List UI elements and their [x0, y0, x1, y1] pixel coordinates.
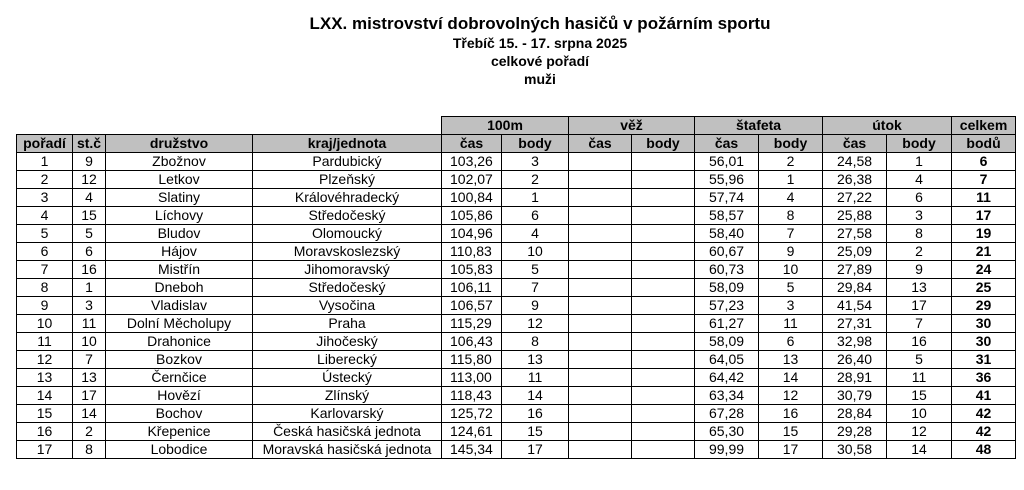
cell-stc: 6	[73, 243, 106, 261]
cell-cas-100m: 125,72	[442, 405, 502, 423]
cell-cas-100m: 102,07	[442, 171, 502, 189]
cell-druzstvo: Letkov	[106, 171, 253, 189]
table-row	[17, 369, 1016, 387]
cell-celkem: 36	[952, 369, 1016, 387]
document-title: LXX. mistrovství dobrovolných hasičů v požárním sportu	[309, 14, 771, 33]
cell-body-utok: 2	[887, 243, 952, 261]
cell-cas-vez	[569, 279, 632, 297]
cell-cas-utok: 29,84	[823, 279, 887, 297]
cell-cas-vez	[569, 261, 632, 279]
document-subtitle: celkové pořadí	[490, 53, 590, 69]
cell-body-stafeta: 13	[759, 351, 823, 369]
cell-cas-100m: 104,96	[442, 225, 502, 243]
cell-cas-utok: 27,31	[823, 315, 887, 333]
cell-druzstvo: Dneboh	[106, 279, 253, 297]
cell-cas-utok: 28,84	[823, 405, 887, 423]
cell-druzstvo: Bludov	[106, 225, 253, 243]
cell-cas-stafeta: 64,05	[695, 351, 759, 369]
cell-kraj: Vysočina	[253, 297, 442, 315]
cell-kraj: Praha	[253, 315, 442, 333]
cell-poradi: 16	[17, 423, 73, 441]
cell-druzstvo: Bozkov	[106, 351, 253, 369]
cell-cas-vez	[569, 423, 632, 441]
cell-cas-100m: 124,61	[442, 423, 502, 441]
cell-druzstvo: Drahonice	[106, 333, 253, 351]
cell-kraj: Moravská hasičská jednota	[253, 441, 442, 459]
cell-cas-vez	[569, 297, 632, 315]
cell-stc: 17	[73, 387, 106, 405]
table-row	[17, 225, 1016, 243]
cell-druzstvo: Mistřín	[106, 261, 253, 279]
cell-cas-utok: 28,91	[823, 369, 887, 387]
cell-celkem: 48	[952, 441, 1016, 459]
cell-body-utok: 9	[887, 261, 952, 279]
cell-poradi: 8	[17, 279, 73, 297]
cell-poradi: 4	[17, 207, 73, 225]
cell-cas-utok: 30,79	[823, 387, 887, 405]
cell-body-utok: 1	[887, 153, 952, 171]
cell-celkem: 24	[952, 261, 1016, 279]
group-header-blank	[17, 117, 442, 135]
cell-kraj: Česká hasičská jednota	[253, 423, 442, 441]
cell-kraj: Středočeský	[253, 279, 442, 297]
group-header-celkem: celkem	[952, 117, 1016, 135]
table-row	[17, 351, 1016, 369]
cell-cas-100m: 106,57	[442, 297, 502, 315]
table-row	[17, 405, 1016, 423]
cell-body-utok: 6	[887, 189, 952, 207]
col-header-druzstvo: družstvo	[106, 135, 253, 153]
cell-body-vez	[632, 189, 695, 207]
cell-celkem: 17	[952, 207, 1016, 225]
cell-celkem: 30	[952, 315, 1016, 333]
cell-poradi: 15	[17, 405, 73, 423]
cell-cas-utok: 25,88	[823, 207, 887, 225]
cell-body-100m: 7	[502, 279, 569, 297]
cell-body-100m: 3	[502, 153, 569, 171]
table-row	[17, 207, 1016, 225]
cell-body-stafeta: 14	[759, 369, 823, 387]
cell-stc: 1	[73, 279, 106, 297]
cell-cas-vez	[569, 333, 632, 351]
table-row	[17, 189, 1016, 207]
cell-cas-stafeta: 58,09	[695, 333, 759, 351]
cell-body-vez	[632, 225, 695, 243]
cell-cas-stafeta: 63,34	[695, 387, 759, 405]
cell-cas-stafeta: 58,09	[695, 279, 759, 297]
cell-cas-vez	[569, 369, 632, 387]
cell-cas-stafeta: 58,40	[695, 225, 759, 243]
cell-cas-100m: 118,43	[442, 387, 502, 405]
cell-body-utok: 17	[887, 297, 952, 315]
cell-stc: 9	[73, 153, 106, 171]
cell-celkem: 29	[952, 297, 1016, 315]
cell-body-100m: 12	[502, 315, 569, 333]
cell-poradi: 12	[17, 351, 73, 369]
cell-kraj: Ústecký	[253, 369, 442, 387]
cell-cas-100m: 110,83	[442, 243, 502, 261]
cell-druzstvo: Lobodice	[106, 441, 253, 459]
cell-cas-utok: 41,54	[823, 297, 887, 315]
cell-poradi: 13	[17, 369, 73, 387]
cell-body-utok: 4	[887, 171, 952, 189]
cell-druzstvo: Líchovy	[106, 207, 253, 225]
cell-poradi: 6	[17, 243, 73, 261]
cell-body-utok: 5	[887, 351, 952, 369]
cell-body-stafeta: 6	[759, 333, 823, 351]
cell-body-stafeta: 5	[759, 279, 823, 297]
cell-kraj: Pardubický	[253, 153, 442, 171]
col-header-body-utok: body	[887, 135, 952, 153]
cell-celkem: 6	[952, 153, 1016, 171]
cell-poradi: 5	[17, 225, 73, 243]
cell-kraj: Plzeňský	[253, 171, 442, 189]
cell-body-stafeta: 3	[759, 297, 823, 315]
cell-cas-utok: 26,40	[823, 351, 887, 369]
cell-body-100m: 4	[502, 225, 569, 243]
cell-cas-utok: 26,38	[823, 171, 887, 189]
cell-stc: 2	[73, 423, 106, 441]
cell-body-vez	[632, 207, 695, 225]
results-table	[16, 116, 1016, 459]
cell-cas-stafeta: 57,23	[695, 297, 759, 315]
cell-poradi: 1	[17, 153, 73, 171]
cell-cas-vez	[569, 189, 632, 207]
cell-kraj: Středočeský	[253, 207, 442, 225]
cell-cas-stafeta: 55,96	[695, 171, 759, 189]
cell-druzstvo: Zbožnov	[106, 153, 253, 171]
cell-cas-100m: 106,43	[442, 333, 502, 351]
table-row	[17, 423, 1016, 441]
cell-celkem: 41	[952, 387, 1016, 405]
cell-body-utok: 8	[887, 225, 952, 243]
cell-body-vez	[632, 315, 695, 333]
cell-druzstvo: Slatiny	[106, 189, 253, 207]
cell-stc: 5	[73, 225, 106, 243]
cell-cas-100m: 115,80	[442, 351, 502, 369]
cell-body-stafeta: 17	[759, 441, 823, 459]
cell-cas-stafeta: 58,57	[695, 207, 759, 225]
cell-body-100m: 11	[502, 369, 569, 387]
cell-stc: 12	[73, 171, 106, 189]
column-header-row	[17, 135, 1016, 153]
cell-druzstvo: Křepenice	[106, 423, 253, 441]
cell-cas-vez	[569, 315, 632, 333]
cell-body-utok: 15	[887, 387, 952, 405]
col-header-kraj: kraj/jednota	[253, 135, 442, 153]
cell-body-vez	[632, 243, 695, 261]
cell-cas-utok: 27,22	[823, 189, 887, 207]
cell-body-vez	[632, 171, 695, 189]
cell-body-stafeta: 16	[759, 405, 823, 423]
cell-body-100m: 6	[502, 207, 569, 225]
cell-body-100m: 8	[502, 333, 569, 351]
cell-druzstvo: Dolní Měcholupy	[106, 315, 253, 333]
cell-stc: 16	[73, 261, 106, 279]
cell-poradi: 3	[17, 189, 73, 207]
cell-body-stafeta: 15	[759, 423, 823, 441]
cell-cas-100m: 103,26	[442, 153, 502, 171]
cell-body-vez	[632, 387, 695, 405]
cell-body-utok: 14	[887, 441, 952, 459]
cell-stc: 15	[73, 207, 106, 225]
cell-body-100m: 1	[502, 189, 569, 207]
group-header-100m: 100m	[442, 117, 569, 135]
table-row	[17, 315, 1016, 333]
table-row	[17, 243, 1016, 261]
cell-cas-stafeta: 56,01	[695, 153, 759, 171]
cell-body-vez	[632, 153, 695, 171]
cell-cas-utok: 24,58	[823, 153, 887, 171]
cell-druzstvo: Vladislav	[106, 297, 253, 315]
cell-stc: 10	[73, 333, 106, 351]
cell-body-vez	[632, 279, 695, 297]
cell-body-stafeta: 12	[759, 387, 823, 405]
cell-druzstvo: Bochov	[106, 405, 253, 423]
table-row	[17, 333, 1016, 351]
cell-cas-utok: 30,58	[823, 441, 887, 459]
cell-body-stafeta: 9	[759, 243, 823, 261]
cell-cas-stafeta: 60,73	[695, 261, 759, 279]
cell-body-stafeta: 2	[759, 153, 823, 171]
cell-celkem: 19	[952, 225, 1016, 243]
cell-body-vez	[632, 351, 695, 369]
cell-cas-vez	[569, 153, 632, 171]
cell-body-vez	[632, 333, 695, 351]
cell-poradi: 10	[17, 315, 73, 333]
cell-kraj: Liberecký	[253, 351, 442, 369]
table-row	[17, 387, 1016, 405]
cell-body-100m: 14	[502, 387, 569, 405]
cell-body-100m: 17	[502, 441, 569, 459]
col-header-poradi: pořadí	[17, 135, 73, 153]
table-row	[17, 261, 1016, 279]
cell-body-vez	[632, 405, 695, 423]
cell-kraj: Královéhradecký	[253, 189, 442, 207]
cell-cas-utok: 25,09	[823, 243, 887, 261]
col-header-cas-100m: čas	[442, 135, 502, 153]
cell-druzstvo: Hájov	[106, 243, 253, 261]
cell-cas-vez	[569, 171, 632, 189]
cell-celkem: 25	[952, 279, 1016, 297]
table-row	[17, 279, 1016, 297]
cell-kraj: Karlovarský	[253, 405, 442, 423]
col-header-cas-utok: čas	[823, 135, 887, 153]
cell-cas-utok: 27,58	[823, 225, 887, 243]
cell-kraj: Zlínský	[253, 387, 442, 405]
cell-body-stafeta: 8	[759, 207, 823, 225]
cell-stc: 13	[73, 369, 106, 387]
cell-kraj: Jihočeský	[253, 333, 442, 351]
group-header-utok: útok	[823, 117, 952, 135]
cell-stc: 3	[73, 297, 106, 315]
cell-body-vez	[632, 441, 695, 459]
cell-body-stafeta: 1	[759, 171, 823, 189]
results-body	[17, 153, 1016, 459]
cell-cas-stafeta: 99,99	[695, 441, 759, 459]
cell-body-utok: 10	[887, 405, 952, 423]
cell-cas-stafeta: 57,74	[695, 189, 759, 207]
cell-poradi: 14	[17, 387, 73, 405]
col-header-stc: st.č	[73, 135, 106, 153]
col-header-body-stafeta: body	[759, 135, 823, 153]
cell-body-100m: 2	[502, 171, 569, 189]
cell-body-stafeta: 10	[759, 261, 823, 279]
cell-poradi: 2	[17, 171, 73, 189]
cell-celkem: 42	[952, 423, 1016, 441]
table-row	[17, 297, 1016, 315]
cell-celkem: 31	[952, 351, 1016, 369]
cell-druzstvo: Černčice	[106, 369, 253, 387]
cell-body-utok: 11	[887, 369, 952, 387]
cell-celkem: 7	[952, 171, 1016, 189]
cell-cas-stafeta: 60,67	[695, 243, 759, 261]
cell-cas-vez	[569, 441, 632, 459]
cell-body-vez	[632, 423, 695, 441]
cell-stc: 11	[73, 315, 106, 333]
cell-kraj: Jihomoravský	[253, 261, 442, 279]
group-header-vez: věž	[569, 117, 695, 135]
cell-cas-100m: 105,86	[442, 207, 502, 225]
cell-body-stafeta: 11	[759, 315, 823, 333]
col-header-cas-stafeta: čas	[695, 135, 759, 153]
cell-body-100m: 10	[502, 243, 569, 261]
group-header-stafeta: štafeta	[695, 117, 823, 135]
cell-body-100m: 9	[502, 297, 569, 315]
cell-stc: 7	[73, 351, 106, 369]
cell-body-vez	[632, 297, 695, 315]
group-header-row	[17, 117, 1016, 135]
cell-poradi: 7	[17, 261, 73, 279]
cell-druzstvo: Hovězí	[106, 387, 253, 405]
cell-stc: 14	[73, 405, 106, 423]
cell-cas-vez	[569, 225, 632, 243]
cell-kraj: Moravskoslezský	[253, 243, 442, 261]
cell-body-vez	[632, 369, 695, 387]
place-date: Třebíč 15. - 17. srpna 2025	[452, 35, 628, 51]
cell-cas-100m: 113,00	[442, 369, 502, 387]
document-header	[0, 14, 1024, 88]
col-header-cas-vez: čas	[569, 135, 632, 153]
cell-cas-vez	[569, 405, 632, 423]
cell-celkem: 21	[952, 243, 1016, 261]
cell-body-stafeta: 7	[759, 225, 823, 243]
cell-body-utok: 16	[887, 333, 952, 351]
cell-cas-utok: 29,28	[823, 423, 887, 441]
cell-body-utok: 12	[887, 423, 952, 441]
cell-poradi: 9	[17, 297, 73, 315]
cell-cas-stafeta: 61,27	[695, 315, 759, 333]
col-header-bodu: bodů	[952, 135, 1016, 153]
cell-stc: 8	[73, 441, 106, 459]
cell-body-utok: 13	[887, 279, 952, 297]
col-header-body-vez: body	[632, 135, 695, 153]
table-row	[17, 153, 1016, 171]
cell-celkem: 11	[952, 189, 1016, 207]
cell-cas-100m: 105,83	[442, 261, 502, 279]
cell-body-100m: 13	[502, 351, 569, 369]
cell-body-100m: 5	[502, 261, 569, 279]
cell-kraj: Olomoucký	[253, 225, 442, 243]
cell-poradi: 11	[17, 333, 73, 351]
cell-body-vez	[632, 261, 695, 279]
cell-cas-100m: 115,29	[442, 315, 502, 333]
cell-body-utok: 3	[887, 207, 952, 225]
category-label: muži	[524, 71, 556, 87]
cell-cas-vez	[569, 243, 632, 261]
cell-celkem: 30	[952, 333, 1016, 351]
cell-cas-utok: 27,89	[823, 261, 887, 279]
cell-cas-vez	[569, 207, 632, 225]
table-row	[17, 441, 1016, 459]
cell-celkem: 42	[952, 405, 1016, 423]
cell-poradi: 17	[17, 441, 73, 459]
cell-body-utok: 7	[887, 315, 952, 333]
cell-cas-stafeta: 67,28	[695, 405, 759, 423]
cell-cas-stafeta: 65,30	[695, 423, 759, 441]
cell-body-100m: 16	[502, 405, 569, 423]
cell-cas-vez	[569, 387, 632, 405]
cell-cas-utok: 32,98	[823, 333, 887, 351]
table-row	[17, 171, 1016, 189]
cell-cas-vez	[569, 351, 632, 369]
cell-stc: 4	[73, 189, 106, 207]
cell-cas-100m: 145,34	[442, 441, 502, 459]
cell-body-100m: 15	[502, 423, 569, 441]
cell-cas-stafeta: 64,42	[695, 369, 759, 387]
col-header-body-100m: body	[502, 135, 569, 153]
cell-body-stafeta: 4	[759, 189, 823, 207]
cell-cas-100m: 100,84	[442, 189, 502, 207]
cell-cas-100m: 106,11	[442, 279, 502, 297]
